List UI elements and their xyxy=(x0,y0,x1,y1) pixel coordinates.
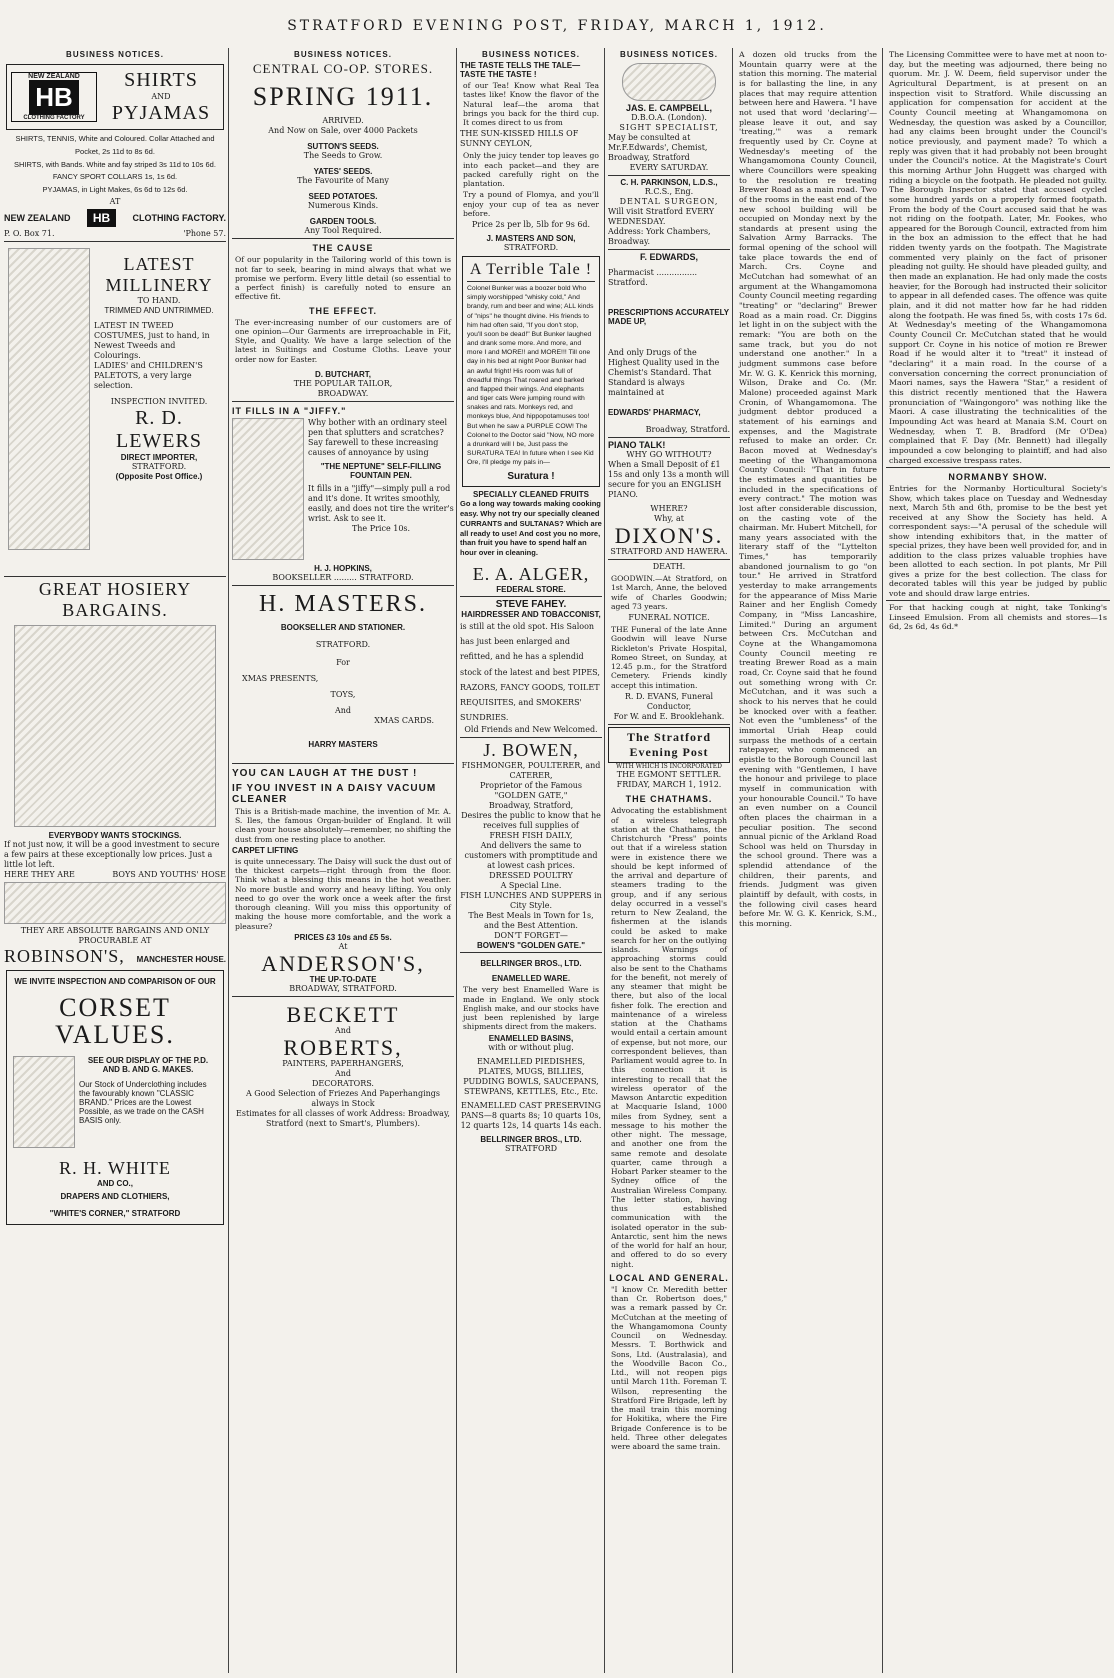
manchester-house: MANCHESTER HOUSE. xyxy=(136,954,226,964)
underclothing-text: Our Stock of Underclothing includes the favourably known "CLASSIC BRAND." Prices are the Lowest Possible, as we trade on the CASH BASIS only. xyxy=(79,1080,207,1126)
piano-text: When a Small Deposit of £1 15s and only 13s a month will secure for you an ENGLISH PIANO. xyxy=(608,460,730,499)
stockings-illustration xyxy=(14,625,216,827)
po-box: P. O. Box 71. xyxy=(4,228,55,238)
chathams-text: Advocating the establishment of a wireless telegraph station at the Chathams, the Christchurch "Press" points out that if a wireless station were in existence there we should be kept informed of the arrival and departure of steamers trading to the group, and if any serious delay occurred in a vessel's return to New Zealand, the fishermen at the islands could be asked to make search for her on the outlying islands. Warnings of approaching storms could also be sent to the Chathams for the benefit, not merely of any steamer that might be there, but also of the local fisher folk. The erection and maintenance of a wireless station at the Chathams would entail a certain amount of expense, but not more, our correspondent believes, than Parliament would agree to. In this connection it is interesting to recall that the wireless operator of the Mawson Antarctic expedition at Macquarie Island, 1000 miles from Sydney, sent a message to his mother the other night. The message, and another one from the same remote and desolate quarter, came through a Hobart Parker steamer to the Sydney office of the Australian Wireless Company. The letter station, having thus established communication with the isolated operator in the sub-Antarctic, sent him the news of the world for half an hour, and offered to do so every night. xyxy=(611,806,727,1269)
pharmacist: Pharmacist ................ Stratford. xyxy=(608,268,698,287)
broadway: Broadway, Stratford. xyxy=(645,425,730,434)
painters: PAINTERS, PAPERHANGERS, xyxy=(282,1059,404,1069)
seeds-grow: The Seeds to Grow. xyxy=(303,151,383,161)
lunches: FISH LUNCHES AND SUPPERS in City Style. xyxy=(460,891,602,911)
column-rule xyxy=(732,48,733,1673)
everybody-text: EVERYBODY WANTS STOCKINGS. xyxy=(48,830,182,840)
incorporated: WITH WHICH IS INCORPORATED xyxy=(616,762,722,770)
meals: The Best Meals in Town for 1s, and the Best Attention. xyxy=(468,911,594,931)
broadway: BROADWAY. xyxy=(317,388,369,398)
man-writing-illustration xyxy=(232,418,304,560)
pen-price: The Price 10s. xyxy=(351,523,411,533)
opposite-po: (Opposite Post Office.) xyxy=(115,471,203,481)
rcs: R.C.S., Eng. xyxy=(644,187,694,196)
suttons: SUTTON'S SEEDS. xyxy=(307,142,379,152)
evans: R. D. EVANS, Funeral Conductor, xyxy=(624,691,714,711)
boys-hose: BOYS AND YOUTHS' HOSE xyxy=(112,869,226,879)
local-general-text: "I know Cr. Meredith better than Cr. Robertson does," was a remark passed by Cr. McCutchan at the meeting of the Whangamomona County Council on Wednesday. Messrs. T. Borthwick and Sons, Ltd. (Australasia), and the Woodville Bacon Co., Ltd., will not reopen pigs until March 11th. Foreman T. Wilson, representing the Stratford Fire Brigade, left by the mail train this morning for Hokitika, where the Fire Brigade Conference is to be held. Three other delegates were aboard the same train. xyxy=(611,1284,727,1452)
on-sale: And Now on Sale, over 4000 Packets xyxy=(268,126,418,136)
alger: E. A. ALGER, xyxy=(472,563,590,584)
drapers: DRAPERS AND CLOTHIERS, xyxy=(60,1192,170,1202)
stratford-hawera: STRATFORD AND HAWERA. xyxy=(610,547,728,557)
stratford: STRATFORD xyxy=(504,1143,558,1153)
and: And xyxy=(334,705,352,715)
millinery-title-2: MILLINERY xyxy=(105,274,213,295)
hb-logo-letters: HB xyxy=(29,80,79,115)
any-tool: Any Tool Required. xyxy=(304,226,382,236)
invest-title: IF YOU INVEST IN A DAISY VACUUM CLEANER xyxy=(232,782,437,805)
pyjamas-title: PYJAMAS xyxy=(111,102,211,124)
broadway-stratford: Broadway, Stratford, xyxy=(488,801,574,811)
potatoes: SEED POTATOES. xyxy=(308,192,378,202)
bowens-golden-gate: BOWEN'S "GOLDEN GATE." xyxy=(476,941,585,951)
ladies-text: LADIES' and CHILDREN'S PALETOTS, a very large selection. xyxy=(94,360,203,390)
tools: GARDEN TOOLS. xyxy=(309,217,377,227)
price-item: FANCY SPORT COLLARS 1s, 1s 6d. xyxy=(52,172,178,182)
cleaned-text: Go a long way towards making cooking easy. Why not try our specially cleaned CURRANTS and SULTANAS? Which are all ready to use! And cost you no more, than fruit you have to spend half an hour over in cleaning. xyxy=(460,499,602,558)
bookseller: BOOKSELLER ......... STRATFORD. xyxy=(272,572,414,582)
lewers-name: R. D. LEWERS xyxy=(116,406,202,452)
inspection: INSPECTION INVITED. xyxy=(110,396,208,406)
corset-illustration xyxy=(13,1056,75,1148)
hb-logo-top: NEW ZEALAND xyxy=(28,73,80,80)
stratford: STRATFORD. xyxy=(315,639,371,649)
edwards-pharmacy: EDWARDS' PHARMACY, xyxy=(608,408,701,417)
why-go-without: WHY GO WITHOUT? xyxy=(626,450,712,459)
dixons: DIXON'S. xyxy=(614,523,724,548)
harry-masters: HARRY MASTERS xyxy=(308,739,378,749)
dental-surgeon: DENTAL SURGEON, xyxy=(619,197,719,206)
carpet-lifting: CARPET LIFTING xyxy=(232,845,299,855)
drugs-text: And only Drugs of the Highest Quality used in the Chemist's Standard. That Standard is always maintained at xyxy=(608,348,720,397)
ceylon: THE SUN-KISSED HILLS OF SUNNY CEYLON, xyxy=(460,129,579,149)
fahey: STEVE FAHEY. xyxy=(495,598,567,610)
daisy-text: This is a British-made machine, the invention of Mr. A. S. Iles, the famous Organ-builder of England. It will clean your house absolutely—remember, no shifting the dust from one resting place to another. xyxy=(235,806,451,844)
section-header: BUSINESS NOTICES. xyxy=(66,50,164,59)
suratura: Suratura ! xyxy=(507,471,555,483)
enamel-text: The very best Enamelled Ware is made in England. We only stock English make, and our stocks have just been replenished by large shipments direct from the makers. xyxy=(463,985,599,1032)
normanby-title: NORMANBY SHOW. xyxy=(948,472,1048,483)
golden-gate: "GOLDEN GATE," xyxy=(494,791,568,801)
beckett: BECKETT xyxy=(286,1002,400,1028)
normanby-text: Entries for the Normanby Horticultural Society's Show, which takes place on Tuesday and Wednesday next, March 5th and 6th, promise to be the best yet received at any Show the Society has held. A correspondent says:—"A perusal of the schedule will show intending exhibitors that, in the matter of special prizes, they have been well provided for, and in addition to the class prizes valuable trophies have been allotted to each section. In pot plants, Mr Pill gives a prize for the best collection. The class for decorated tables will this year be judged by public vote and should draw large entries. xyxy=(889,484,1107,598)
basins: ENAMELLED BASINS, xyxy=(488,1033,574,1043)
and-text: AND xyxy=(151,92,171,101)
decorators: DECORATORS. xyxy=(312,1079,374,1089)
display-text: SEE OUR DISPLAY OF THE P.D. AND B. AND G. MAKES. xyxy=(87,1056,209,1075)
favourite: The Favourite of Many xyxy=(297,176,389,186)
cause-text: Of our popularity in the Tailoring world of this town is not far to seek, bearing in mind always that what we promise we perform. Every little detail (so essential to a perfect finish) is carefully noted to ensure an effective fit. xyxy=(235,255,451,302)
piano-talk: PIANO TALK! xyxy=(608,440,666,450)
phone: 'Phone 57. xyxy=(183,228,226,238)
here-they-are: HERE THEY ARE xyxy=(4,869,75,879)
nz-label: NEW ZEALAND xyxy=(4,212,71,223)
federal-store: FEDERAL STORE. xyxy=(496,584,566,594)
and: And xyxy=(334,1069,352,1079)
consulted: May be consulted at Mr.F.Edwards', Chemist, Broadway, Stratford xyxy=(608,133,708,162)
column-4 xyxy=(608,48,730,1673)
and: And xyxy=(334,1026,352,1036)
column-2 xyxy=(232,48,454,1673)
hosiery-title-1: GREAT HOSIERY xyxy=(38,578,192,599)
column-rule xyxy=(228,48,229,1673)
news-paragraphs: The Licensing Committee were to have met at noon to-day, but the meeting was adjourned, there being no quorum. Mr. J. W. Deem, field supervisor under the Agricultural Department, is at present on an inspection visit to Stratford. While discussing an application for compensation for accident at the County Council meeting at Whangamomona on Wednesday, the question was asked by a Councillor, had any claims been brought under the Council's notice previously, and payment made? To which a reply was given that it had probably not been brought under the Council's notice. At the Magistrate's Court this morning Arthur John Huggett was charged with riding a bicycle on the footpath. He pleaded not guilty. The Borough Inspector stated that accused cycled some hundred yards on a properly formed footpath. From the body of the Court accused said that he was not riding on the footpath. Later, Mr. Fookes, who appeared for the Borough Council, extracted from him in the box an admission to the effect that he had ridden twenty yards on the footpath. The Magistrate commented very plainly on the fact of prisoner pleading not guilty. He should have pleaded guilty, and then made an explanation. He had only made the costs heavier, for the Borough had instructed their solicitor to appear in all defended cases. The offence was quite plain, and it did not matter how far he had ridden along the footpath. He was fined 5s, with costs 17s 6d. At Wednesday's meeting of the Whangamomona County Council Cr. McCutchan stated that he would support Cr. Coyne in his notice of motion re Brewer Road if he would alter it to "treat" it instead of "declaring" it a main road. In the course of a conversation concerning the correct pronunciation of Maori names, says the Hawera "Star," a resident of this district recently mentioned that the Hawera pronunciation of "Waingongoro" was nothing like the Maori. A case illustrating the technicalities of the Impounding Act was heard at Manaia S.M. Court on Wednesday, when T. B. Bradford (Mr O'Dea) complained that F. Day (Mr. Bennett) had illegally impounded a cow belonging to plaintiff, and had also charged excessive trespass rates. xyxy=(889,50,1107,465)
broadway-stratford: BROADWAY, STRATFORD. xyxy=(289,984,397,994)
prescriptions: PRESCRIPTIONS ACCURATELY MADE UP, xyxy=(608,308,729,326)
cause-title: THE CAUSE xyxy=(312,243,374,254)
white-name: R. H. WHITE xyxy=(59,1158,171,1179)
masthead: STRATFORD EVENING POST, FRIDAY, MARCH 1, 1912. xyxy=(287,18,827,34)
address: Address: York Chambers, Broadway. xyxy=(608,227,711,246)
section-header: BUSINESS NOTICES. xyxy=(482,50,580,59)
for: For xyxy=(336,657,350,667)
issue-date: FRIDAY, MARCH 1, 1912. xyxy=(616,780,722,790)
price-table xyxy=(4,882,226,924)
special-line: A Special Line. xyxy=(500,881,562,891)
news-paragraphs: A dozen old trucks from the Mountain quarry were at the station this morning. The material is for ballasting the line, in any places that may require attention between here and Hawera. "I have not used that word 'declaring'—please leave it out, and say 'treating,'" was a remark frequently used by Cr. Coyne at Wednesday's meeting of the Whangamomona County Council, where Councillors were speaking to the resolution re treating Brewer Road as a main road. Two of the rooms in the east end of the new school building will be occupied on Monday next by the standards at present using the Salvation Army Barracks. The formal opening of the school will take place towards the end of March. Crs. Coyne and McCutchan had somewhat of an argument at the Whangamomona County Council meeting regarding "treating" or "declaring" Brewer Road as a main road. Cr. Diggins let light in on the subject with the remark: "You are both on the same track, but you do not understand one another." In a judgment summons case before Mr. W. G. K. Kenrick this morning, Wilson, Drake and Co. (Mr. Malone) proceeded against Mark Cronin, of Whangamomona. The judgment debtor produced a statement of his earnings and expenses, and the Magistrate refused to make an order. Cr. Bacon moved at Wednesday's meeting of the Whangamomona County Council: "That in future the estimates and quantities be included in the specifications of every contract." The motion was lost after considerable discussion, on the casting vote of the chairman. Mr. Hubert Mitchell, for many years associated with the literary staff of the "Lyttelton Times," has temporarily abandoned journalism to go "on tour." He arrived in Stratford yesterday to make arrangements for the appearance of Miss Marie Rainer and her English Comedy Company, in "Miss Lancashire, Limited." During an argument between Crs. McCutchan and Coyne at the Whangamomona County Council meeting re treating Brewer Road as a main road, Cr. Coyne said that he found out something wrong with Cr. McCutchan, and it was such a shock to his nerves that he could be knocked over with a feather. Not even the "umbleness" of the immortal Uriah Heap could surpass the methods of a certain ratepayer, who commenced an epistle to the Borough Council last evening with "Gentlemen, I have the honour and privilege to place myself in communication with your honourable Council." To have an even number on a Council often places the chairman in a peculiar position. The second annual picnic of the Arkland Road School was held on Thursday in the school ground. There was a splendid attendance of the children, their parents, and friends. Judgment was given plaintiff by default, with costs, in the following civil cases heard before Mr. W. G. K. Kenrick, S.M., this morning. xyxy=(739,50,877,929)
cleaned-title: SPECIALLY CLEANED FRUITS xyxy=(472,490,589,500)
masters-name: H. MASTERS. xyxy=(258,590,428,617)
jiffy-title: IT FILLS IN A "JIFFY." xyxy=(232,405,347,416)
shirts-price-list xyxy=(4,133,226,197)
and-co: AND CO., xyxy=(97,1179,133,1189)
section-header: BUSINESS NOTICES. xyxy=(620,50,718,59)
factory-label: CLOTHING FACTORY. xyxy=(132,212,226,223)
arrived: ARRIVED. xyxy=(322,116,364,126)
spectacles-icon xyxy=(622,63,716,101)
price-item: SHIRTS, TENNIS, White and Coloured. Collar Attached and Pocket, 2s 11d to 8s 6d. xyxy=(15,134,215,156)
fahey-text: is still at the old spot. His Saloon has just been enlarged and refitted, and he has a splendid stock of the latest and best PIPES, RAZORS, FANCY GOODS, TOILET REQUISITES, and SMOKERS' SUNDRIES. xyxy=(460,621,600,723)
hopkins: H. J. HOPKINS, xyxy=(314,563,372,573)
edwards: F. EDWARDS, xyxy=(639,252,698,262)
welcomed: Old Friends and New Welcomed. xyxy=(464,725,598,735)
price-item: SHIRTS, with Bands. White and fay striped 3s 11d to 10s 6d. xyxy=(14,159,216,169)
values-title: VALUES. xyxy=(55,1020,175,1050)
neptune-text: It fills in a "jiffy"—simply pull a rod and it's done. It writes smoothly, easily, and does not tire the writer's wrist. Ask to see it. xyxy=(308,483,454,523)
spring-title: SPRING 1911. xyxy=(252,82,434,111)
piedishes: ENAMELLED PIEDISHES, PLATES, MUGS, BILLIES, PUDDING BOWLS, SAUCEPANS, STEWPANS, KETTLES, Etc., Etc. xyxy=(463,1056,599,1096)
at: At xyxy=(338,941,348,951)
with-plug: with or without plug. xyxy=(488,1042,574,1052)
tea-text: of our Tea! Know what Real Tea tastes like! Know the flavor of the Natural leaf—the aroma that brings you back for the third cup. It comes direct to us from xyxy=(463,81,599,127)
friezes: A Good Selection of Friezes And Paperhangings always in Stock xyxy=(245,1089,441,1109)
they-are: THEY ARE ABSOLUTE BARGAINS AND ONLY PROCURABLE AT xyxy=(20,925,210,945)
hb-shirts-ad xyxy=(6,64,224,130)
toys: TOYS, xyxy=(330,689,356,699)
corset-title: CORSET xyxy=(59,992,171,1022)
death-heading: DEATH. xyxy=(652,562,686,572)
stationer: BOOKSELLER AND STATIONER. xyxy=(280,622,406,632)
central-coop: CENTRAL CO-OP. STORES. xyxy=(252,61,434,76)
effect-title: THE EFFECT. xyxy=(308,305,377,316)
section-header: BUSINESS NOTICES. xyxy=(294,50,392,59)
to-hand: TO HAND. xyxy=(137,295,181,305)
estimates: Estimates for all classes of work Address: Broadway, Stratford (next to Smart's, Plumbers). xyxy=(236,1109,450,1129)
corset-intro: WE INVITE INSPECTION AND COMPARISON OF OUR xyxy=(14,976,216,986)
column-1 xyxy=(4,48,226,1673)
numerous: Numerous Kinds. xyxy=(307,201,379,211)
tweed-text: LATEST IN TWEED COSTUMES, just to hand, in Newest Tweeds and Colourings. xyxy=(94,320,210,360)
chathams-title: THE CHATHAMS. xyxy=(625,794,713,805)
roberts: ROBERTS, xyxy=(283,1035,403,1061)
local-general-title: LOCAL AND GENERAL. xyxy=(609,1272,729,1283)
carpet-text: is quite unnecessary. The Daisy will suck the dust out of the thickest carpets—right through from the floor. Think what a blessing this means in the hot weather. No more bustle and worry and heavy lifting. You only need to go over the work once a week after the first thorough cleaning. Will you miss this opportunity of making the house more comfortable, and the work a pleasure? xyxy=(235,856,451,931)
funeral-text: THE Funeral of the late Anne Goodwin will leave Nurse Rickleton's Private Hospital, Romeo Street, on Sunday, at 12.45 p.m., for the Stratford Cemetery. Friends kindly accept this intimation. xyxy=(611,625,727,690)
poem: Colonel Bunker was a boozer bold Who simply worshipped "whisky cold," And brandy, rum and beer and wine; ALL kinds of "nips" he thought divine. His friends to him had often said, "If you don't stop, you'll soon be dead!" But Bunker laughed and drank some more. And more, and more I and MORE!! and MORE!!! Till one day in his bed at night Poor Bunker had an awful fright! His room was full of dreadful things That roared and barked and flapped their wings. And elephants and tiger cats Were jumping round with snakes and rats. Monkeys red, and monkeys blue, And hippopotamuses too! But when he saw a PURPLE COW! The Colonel to the Doctor said "Now, NO more a drunkard will I be, Just pass the SURATURA TEA! In future when I see Kid Ore, I'll pledge my pals in— xyxy=(467,285,595,467)
tailor: THE POPULAR TAILOR, xyxy=(293,378,393,388)
hb-logo-bottom: CLOTHING FACTORY xyxy=(23,115,85,121)
whites-corner: "WHITE'S CORNER," STRATFORD xyxy=(49,1209,181,1219)
where: WHERE? xyxy=(650,504,688,513)
poultry: DRESSED POULTRY xyxy=(489,871,573,881)
column-rule xyxy=(604,48,605,1673)
dbo: D.B.O.A. (London). xyxy=(631,113,707,122)
butchart: D. BUTCHART, xyxy=(315,369,371,379)
robinsons: ROBINSON'S, xyxy=(4,945,125,966)
hacking-ad: For that hacking cough at night, take Tonking's Linseed Emulsion. From all chemists and stores—1s 6d, 2s 6d, 4s 6d.* xyxy=(889,603,1107,632)
hosiery-ad xyxy=(4,579,226,967)
hosiery-title-2: BARGAINS. xyxy=(62,599,168,620)
hosiery-text: If not just now, it will be a good investment to secure a few pairs at these exceptionally low prices. Just a little lot left. xyxy=(4,839,220,869)
xmas-cards: XMAS CARDS. xyxy=(374,715,434,725)
xmas-presents: XMAS PRESENTS, xyxy=(242,673,319,683)
up-to-date: THE UP-TO-DATE xyxy=(309,975,377,985)
trimmed: TRIMMED AND UNTRIMMED. xyxy=(104,305,214,315)
fresh-fish: FRESH FISH DAILY, xyxy=(489,831,573,841)
enamelled-ware: ENAMELLED WARE. xyxy=(491,974,571,984)
stratford: STRATFORD. xyxy=(131,461,187,471)
shirts-title: SHIRTS xyxy=(124,69,198,91)
desires: Desires the public to know that he receives full supplies of xyxy=(461,811,601,831)
funeral-heading: FUNERAL NOTICE. xyxy=(628,613,710,623)
goodwin-notice: GOODWIN.—At Stratford, on 1st March, Anne, the beloved wife of Charles Goodwin; aged 73 years. xyxy=(611,574,727,611)
column-3 xyxy=(460,48,602,1673)
bellringer: BELLRINGER BROS., LTD. xyxy=(480,1134,582,1144)
laugh-title: YOU CAN LAUGH AT THE DUST ! xyxy=(232,767,418,779)
delivers: And delivers the same to customers with promptitude and at lowest cash prices. xyxy=(464,841,598,871)
effect-text: The ever-increasing number of our customers are of one opinion—Our Garments are irreproachable in Fit, Style, and Quality. We have a large selection of the latest in Suitings and Costume Cloths. Leave your order now for Easter. xyxy=(235,317,451,364)
column-5 xyxy=(736,48,880,1673)
hb-logo xyxy=(11,72,97,122)
millinery-title-1: LATEST xyxy=(123,253,195,274)
andersons: ANDERSON'S, xyxy=(261,950,425,976)
column-rule xyxy=(882,48,883,1673)
tea-price: Price 2s per lb, 5lb for 9s 6d. xyxy=(471,220,591,229)
every-saturday: EVERY SATURDAY. xyxy=(629,163,709,172)
millinery-ad xyxy=(4,244,226,574)
bellringer: BELLRINGER BROS., LTD. xyxy=(480,959,582,969)
paper-title: The Stratford Evening Post xyxy=(608,727,730,763)
at-text: AT xyxy=(109,196,121,206)
dont-forget: DON'T FORGET— xyxy=(494,931,568,941)
jiffy-text: Why bother with an ordinary steel pen that splutters and scratches? Say farewell to these increasing causes of annoyance by using xyxy=(308,417,448,457)
sight-specialist: SIGHT SPECIALIST, xyxy=(619,123,719,132)
hb-small-logo: HB xyxy=(87,209,116,227)
column-6 xyxy=(886,48,1110,1673)
fishmonger: FISHMONGER, POULTERER, and CATERER, xyxy=(461,761,601,781)
ceylon-text: Only the juicy tender top leaves go into each packet—and they are packed carefully right on the plantation. xyxy=(463,151,599,188)
corset-ad xyxy=(6,970,224,1226)
neptune-pen: "THE NEPTUNE" SELF-FILLING FOUNTAIN PEN. xyxy=(320,461,442,480)
stratford: STRATFORD. xyxy=(503,243,559,252)
egmont-settler: THE EGMONT SETTLER. xyxy=(616,770,722,780)
lady-illustration xyxy=(8,248,90,550)
hairdresser: HAIRDRESSER AND TOBACCONIST, xyxy=(461,609,601,619)
price-item: PYJAMAS, in Light Makes, 6s 6d to 12s 6d. xyxy=(42,185,188,194)
terrible-title: A Terrible Tale ! xyxy=(469,261,593,278)
importer: DIRECT IMPORTER, xyxy=(120,452,198,462)
terrible-tale-ad xyxy=(462,256,600,487)
vacuum-prices: PRICES £3 10s and £5 5s. xyxy=(294,932,392,942)
jmasters: J. MASTERS AND SON, xyxy=(486,234,576,243)
column-rule xyxy=(456,48,457,1673)
try-text: Try a pound of Flomya, and you'll enjoy your cup of tea as never before. xyxy=(463,190,599,218)
proprietor: Proprietor of the Famous xyxy=(479,781,583,791)
parkinson: C. H. PARKINSON, L.D.S., xyxy=(620,178,718,187)
visit: Will visit Stratford EVERY WEDNESDAY. xyxy=(608,207,715,226)
brooklehank: For W. and E. Brooklehank. xyxy=(613,711,725,721)
yates: YATES' SEEDS. xyxy=(313,167,373,177)
tea-title: THE TASTE TELLS THE TALE—TASTE THE TASTE ! xyxy=(460,61,581,79)
campbell: JAS. E. CAMPBELL, xyxy=(625,103,712,113)
preserving-pans: ENAMELLED CAST PRESERVING PANS—8 quarts 8s; 10 quarts 10s, 12 quarts 12s, 14 quarts 14s each. xyxy=(460,1100,602,1130)
why-at: Why, at xyxy=(654,514,684,523)
bowen: J. BOWEN, xyxy=(483,740,579,761)
